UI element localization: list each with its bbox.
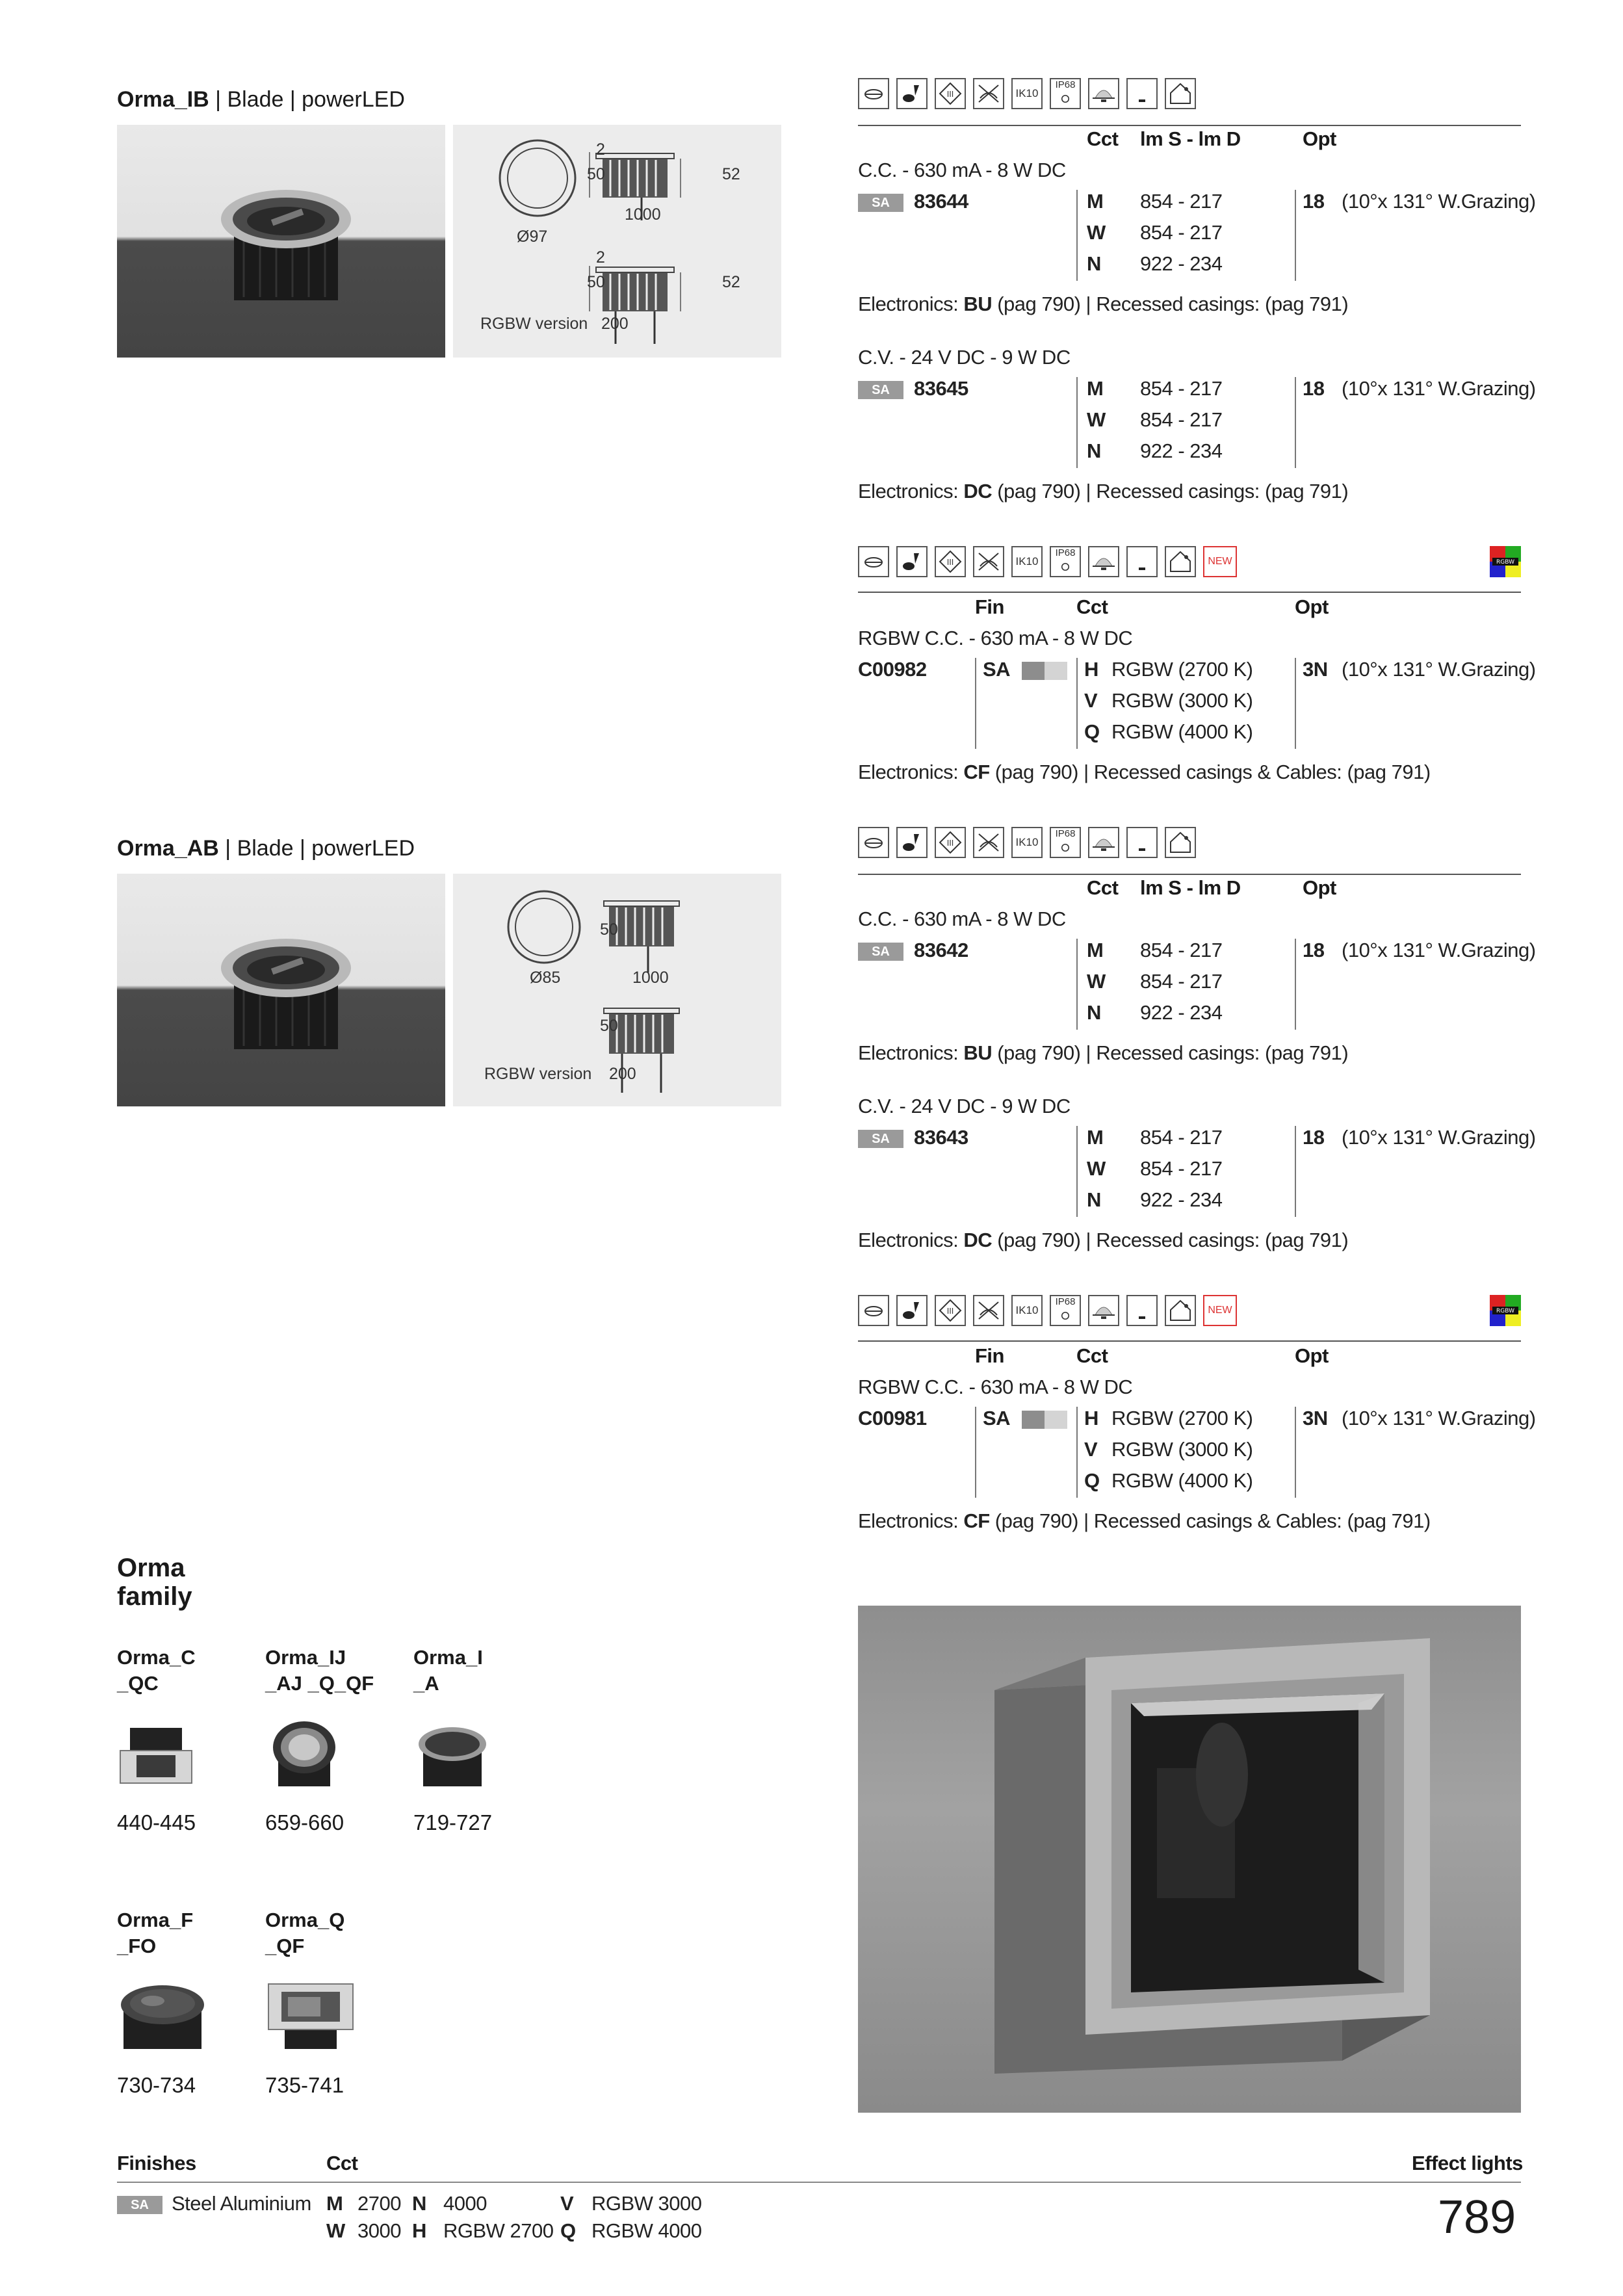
finish-badge: SA [117, 2196, 162, 2214]
class-iii-icon [935, 546, 966, 577]
lumen-value: 922 - 234 [1140, 439, 1223, 462]
column-separator [1076, 658, 1078, 749]
no-cover-icon [973, 546, 1004, 577]
electronics-note: Electronics: DC (pag 790) | Recessed casings: (pag 791) [858, 480, 1349, 502]
feature-icons-row-rgbw [858, 545, 1237, 579]
rgbw-flag-icon [1490, 1295, 1521, 1326]
dim-cable: 1000 [625, 205, 661, 224]
optic-code: 18 [1303, 190, 1325, 213]
footer-rule [117, 2182, 1521, 2183]
lumen-value: 854 - 217 [1140, 221, 1223, 244]
lamp-image [214, 932, 357, 1056]
ik10-icon: IK10 [1011, 78, 1043, 109]
lamp-image [214, 183, 357, 307]
no-cover-icon [973, 1295, 1004, 1326]
rgbw-version-label: RGBW version [484, 1065, 592, 1083]
cct-code: Q [1084, 720, 1100, 743]
column-separator [1076, 1126, 1078, 1217]
electronics-note: Electronics: BU (pag 790) | Recessed casings: (pag 791) [858, 293, 1349, 315]
cct-description: RGBW (3000 K) [1111, 1438, 1253, 1461]
cct-description: RGBW (2700 K) [1111, 1407, 1253, 1429]
finish-code: SA [983, 658, 1011, 681]
svg-text:III: III [946, 558, 954, 567]
finish-code: SA [983, 1407, 1011, 1429]
product-code: C00982 [858, 658, 927, 681]
class-iii-icon [935, 827, 966, 858]
application-photo [858, 1606, 1521, 2113]
floor-icon [1126, 827, 1158, 858]
recessed-icon [858, 546, 889, 577]
dim-top-height: 50 [600, 920, 618, 939]
wall-icon [1165, 546, 1196, 577]
recessed-icon [858, 827, 889, 858]
blade-icon [896, 78, 928, 109]
cct-code: W [1087, 970, 1106, 993]
finish-swatch [1022, 1411, 1067, 1429]
header-cct: Cct [1087, 127, 1119, 150]
cct-code: V [1084, 689, 1098, 712]
ip68-icon: IP68 [1050, 546, 1081, 577]
electronics-note: Electronics: DC (pag 790) | Recessed casings: (pag 791) [858, 1229, 1349, 1251]
cct-code: W [1087, 408, 1106, 431]
column-separator [1295, 658, 1296, 749]
cct-value: 2700 [357, 2192, 401, 2215]
optic-code: 3N [1303, 658, 1328, 681]
class-iii-icon [935, 78, 966, 109]
blade-icon [896, 1295, 928, 1326]
column-separator [1076, 939, 1078, 1030]
dim-bottom-small: 2 [596, 248, 605, 267]
column-separator [975, 1407, 976, 1498]
lumen-value: 854 - 217 [1140, 939, 1223, 961]
family-item-orma-c[interactable]: Orma_C _QC 440-445 [117, 1646, 196, 1834]
lumen-value: 922 - 234 [1140, 252, 1223, 275]
dim-diameter: Ø85 [530, 969, 561, 987]
cct-code: M [1087, 190, 1104, 213]
product-photo-orma-ab [117, 874, 445, 1106]
recessed-icon [858, 1295, 889, 1326]
window-scene-image [858, 1606, 1521, 2113]
lumen-value: 922 - 234 [1140, 1001, 1223, 1024]
ip68-icon: IP68 [1050, 827, 1081, 858]
cct-code: V [560, 2192, 574, 2215]
family-item-orma-q[interactable]: Orma_Q _QF 735-741 [265, 1907, 395, 2098]
ik10-icon: IK10 [1011, 1295, 1043, 1326]
cct-description: RGBW (4000 K) [1111, 1469, 1253, 1492]
header-cct: Cct [1076, 1344, 1108, 1367]
cct-value: RGBW 4000 [591, 2219, 702, 2242]
column-separator [1295, 1126, 1296, 1217]
family-thumb [117, 1715, 195, 1793]
product-code: 83645 [914, 377, 968, 400]
svg-text:III: III [946, 90, 954, 99]
power-spec-rgbw: RGBW C.C. - 630 mA - 8 W DC [858, 627, 1133, 649]
table-rule [858, 592, 1521, 593]
column-separator [1295, 190, 1296, 281]
dim-rgbw-cable: 200 [609, 1065, 636, 1083]
ik10-icon: IK10 [1011, 827, 1043, 858]
cct-value: 3000 [357, 2219, 401, 2242]
lumen-value: 854 - 217 [1140, 970, 1223, 993]
dim-bottom-width: 52 [722, 273, 740, 291]
floor-icon [1126, 78, 1158, 109]
floor-icon [1126, 546, 1158, 577]
header-opt: Opt [1295, 1344, 1329, 1367]
dome-icon [1088, 827, 1119, 858]
finish-name: Steel Aluminium [172, 2192, 311, 2215]
column-separator [1295, 1407, 1296, 1498]
new-badge-icon: NEW [1203, 1295, 1237, 1326]
technical-drawing-orma-ib [453, 125, 781, 358]
lumen-value: 854 - 217 [1140, 190, 1223, 213]
power-spec-cv: C.V. - 24 V DC - 9 W DC [858, 1095, 1071, 1117]
finish-badge: SA [858, 1130, 903, 1148]
column-separator [975, 658, 976, 749]
footer-section-name: Effect lights [1412, 2152, 1523, 2174]
wall-icon [1165, 1295, 1196, 1326]
dim-top-height: 50 [587, 165, 605, 183]
cct-code: Q [1084, 1469, 1100, 1492]
header-opt: Opt [1303, 876, 1336, 899]
optic-description: (10°x 131° W.Grazing) [1342, 658, 1536, 681]
svg-text:RGBW: RGBW [1496, 1308, 1514, 1314]
cct-code: W [326, 2219, 345, 2242]
cct-value: 4000 [443, 2192, 487, 2215]
finish-badge: SA [858, 194, 903, 212]
family-title: Orma family [117, 1554, 192, 1611]
cct-value: RGBW 2700 [443, 2219, 554, 2242]
family-item-orma-f[interactable]: Orma_F _FO 730-734 [117, 1907, 247, 2098]
blade-icon [896, 827, 928, 858]
cct-code: Q [560, 2219, 576, 2242]
wall-icon [1165, 827, 1196, 858]
product-code: 83643 [914, 1126, 968, 1149]
header-cct: Cct [1087, 876, 1119, 899]
lumen-value: 854 - 217 [1140, 377, 1223, 400]
technical-drawing-orma-ab [453, 874, 781, 1106]
cct-description: RGBW (2700 K) [1111, 658, 1253, 681]
cct-code: N [412, 2192, 426, 2215]
cct-code: M [326, 2192, 343, 2215]
electronics-note: Electronics: CF (pag 790) | Recessed casings & Cables: (pag 791) [858, 1509, 1431, 1532]
dim-bottom-height: 50 [587, 273, 605, 291]
dim-cable: 1000 [632, 969, 669, 987]
electronics-note: Electronics: BU (pag 790) | Recessed casings: (pag 791) [858, 1041, 1349, 1064]
class-iii-icon [935, 1295, 966, 1326]
header-lumens: lm S - lm D [1140, 876, 1241, 899]
table-rule [858, 874, 1521, 875]
optic-code: 18 [1303, 1126, 1325, 1149]
cct-code: W [1087, 1157, 1106, 1180]
column-separator [1295, 939, 1296, 1030]
table-rule [858, 1340, 1521, 1342]
cct-code: M [1087, 377, 1104, 400]
cct-code: M [1087, 939, 1104, 961]
header-finish: Fin [975, 595, 1004, 618]
dome-icon [1088, 546, 1119, 577]
finish-badge: SA [858, 943, 903, 961]
cct-code: N [1087, 439, 1101, 462]
dome-icon [1088, 78, 1119, 109]
product-code: 83644 [914, 190, 968, 213]
header-finish: Fin [975, 1344, 1004, 1367]
feature-icons-row [858, 826, 1196, 859]
optic-description: (10°x 131° W.Grazing) [1342, 377, 1536, 400]
lumen-value: 854 - 217 [1140, 408, 1223, 431]
dim-top-small: 2 [596, 140, 605, 159]
family-thumb [413, 1715, 491, 1793]
product-photo-orma-ib [117, 125, 445, 358]
cct-code: H [1084, 658, 1098, 681]
feature-icons-row [858, 77, 1196, 111]
product-title-orma-ib: Orma_IB | Blade | powerLED [117, 87, 405, 112]
floor-icon [1126, 1295, 1158, 1326]
dome-icon [1088, 1295, 1119, 1326]
power-spec-cv: C.V. - 24 V DC - 9 W DC [858, 346, 1071, 369]
product-code: 83642 [914, 939, 968, 961]
cct-code: M [1087, 1126, 1104, 1149]
no-cover-icon [973, 78, 1004, 109]
optic-code: 3N [1303, 1407, 1328, 1429]
lumen-value: 854 - 217 [1140, 1126, 1223, 1149]
dim-rgbw-cable: 200 [601, 315, 629, 333]
ip68-icon: IP68 [1050, 78, 1081, 109]
optic-description: (10°x 131° W.Grazing) [1342, 939, 1536, 961]
cct-code: N [1087, 1001, 1101, 1024]
cct-code: W [1087, 221, 1106, 244]
header-cct: Cct [1076, 595, 1108, 618]
column-separator [1076, 377, 1078, 468]
dim-bottom-height: 50 [600, 1017, 618, 1035]
product-code: C00981 [858, 1407, 927, 1429]
family-thumb [265, 1977, 356, 2055]
column-separator [1295, 377, 1296, 468]
power-spec-rgbw: RGBW C.C. - 630 mA - 8 W DC [858, 1376, 1133, 1398]
cct-code: H [412, 2219, 426, 2242]
header-lumens: lm S - lm D [1140, 127, 1241, 150]
recessed-icon [858, 78, 889, 109]
footer-cct-label: Cct [326, 2152, 358, 2174]
header-opt: Opt [1295, 595, 1329, 618]
footer-finishes-label: Finishes [117, 2152, 196, 2174]
optic-description: (10°x 131° W.Grazing) [1342, 1126, 1536, 1149]
lumen-value: 922 - 234 [1140, 1188, 1223, 1211]
dim-diameter: Ø97 [517, 228, 548, 246]
family-item-orma-ij[interactable]: Orma_IJ _AJ _Q_QF 659-660 [265, 1646, 374, 1834]
no-cover-icon [973, 827, 1004, 858]
power-spec-cc: C.C. - 630 mA - 8 W DC [858, 159, 1066, 181]
optic-code: 18 [1303, 377, 1325, 400]
column-separator [1076, 1407, 1078, 1498]
cct-value: RGBW 3000 [591, 2192, 702, 2215]
page-number: 789 [1438, 2191, 1516, 2243]
finish-badge: SA [858, 381, 903, 399]
optic-description: (10°x 131° W.Grazing) [1342, 1407, 1536, 1429]
dim-top-width: 52 [722, 165, 740, 183]
finish-swatch [1022, 662, 1067, 680]
table-rule [858, 125, 1521, 126]
feature-icons-row-rgbw [858, 1294, 1237, 1327]
cct-code: N [1087, 252, 1101, 275]
wall-icon [1165, 78, 1196, 109]
column-separator [1076, 190, 1078, 281]
header-opt: Opt [1303, 127, 1336, 150]
product-title-orma-ab: Orma_AB | Blade | powerLED [117, 836, 415, 861]
cct-code: V [1084, 1438, 1098, 1461]
svg-text:III: III [946, 1307, 954, 1316]
cct-description: RGBW (3000 K) [1111, 689, 1253, 712]
ip68-icon: IP68 [1050, 1295, 1081, 1326]
cct-code: N [1087, 1188, 1101, 1211]
power-spec-cc: C.C. - 630 mA - 8 W DC [858, 907, 1066, 930]
optic-code: 18 [1303, 939, 1325, 961]
electronics-note: Electronics: CF (pag 790) | Recessed casings & Cables: (pag 791) [858, 761, 1431, 783]
cct-code: H [1084, 1407, 1098, 1429]
lumen-value: 854 - 217 [1140, 1157, 1223, 1180]
rgbw-flag-icon [1490, 546, 1521, 577]
ik10-icon: IK10 [1011, 546, 1043, 577]
svg-text:RGBW: RGBW [1496, 559, 1514, 566]
blade-icon [896, 546, 928, 577]
cct-description: RGBW (4000 K) [1111, 720, 1253, 743]
family-item-orma-i[interactable]: Orma_I _A 719-727 [413, 1646, 493, 1834]
family-thumb [117, 1977, 208, 2055]
svg-text:III: III [946, 839, 954, 848]
optic-description: (10°x 131° W.Grazing) [1342, 190, 1536, 213]
rgbw-version-label: RGBW version [480, 315, 588, 333]
new-badge-icon: NEW [1203, 546, 1237, 577]
family-thumb [265, 1715, 343, 1793]
